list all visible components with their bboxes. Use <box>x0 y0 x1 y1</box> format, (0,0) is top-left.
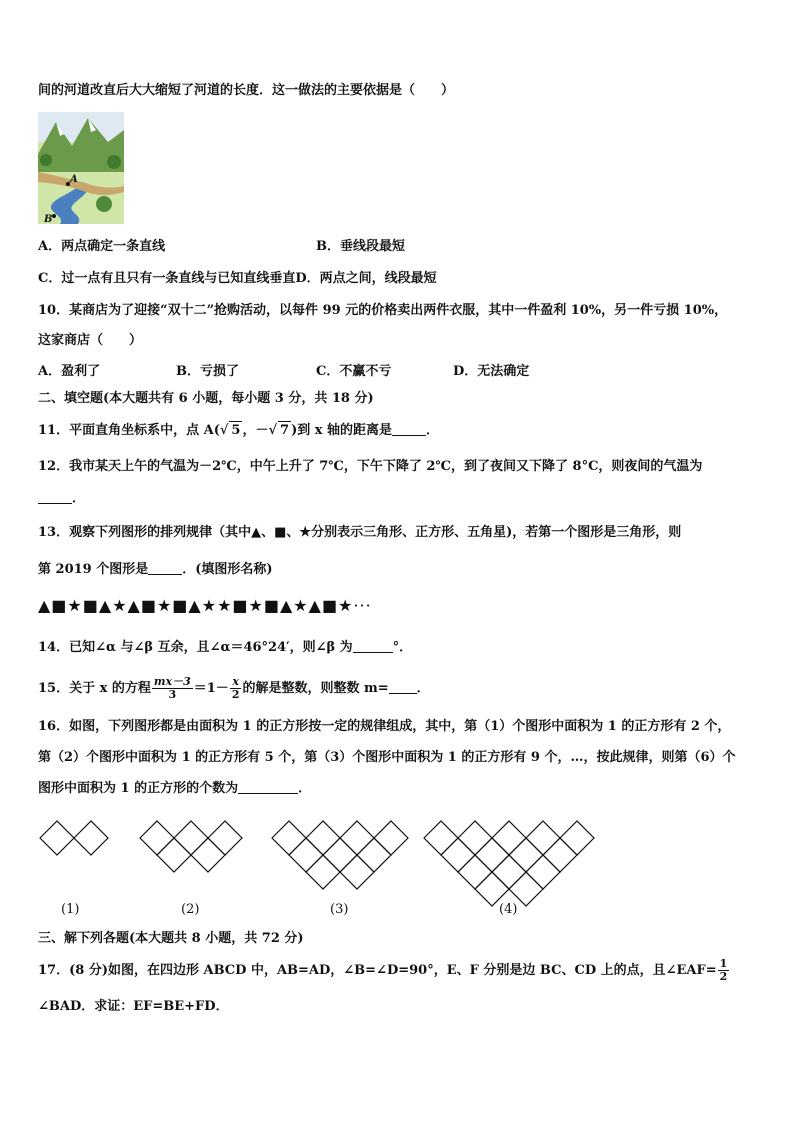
q10-line2: 这家商店（ ） <box>38 333 143 348</box>
q11-radicand-2: 7 <box>280 423 290 438</box>
shape-sequence: ▲■★■▲★▲■★■▲★★■★■▲★▲■★··· <box>38 596 372 615</box>
q14-end: °． <box>392 640 413 655</box>
q17-line1 <box>38 958 730 984</box>
q13-line2-text: 第 2019 个图形是 <box>38 562 149 577</box>
q13-line2 <box>38 561 273 579</box>
q16-line3-text: 图形中面积为 1 的正方形的个数为 <box>38 781 239 796</box>
q12-line1: 12．我市某天上午的气温为－2℃，中午上升了 7℃，下午下降了 2℃，到了夜间又下降了 8°C，则夜间的气温为 <box>38 459 703 474</box>
q16-line3 <box>38 780 311 798</box>
q11-pre: 11．平面直角坐标系中，点 A( <box>38 423 220 438</box>
square-pattern-figures <box>30 810 600 910</box>
point-a-label: A <box>70 174 78 185</box>
q10-option-a: A．盈利了 <box>38 364 101 379</box>
river-illustration <box>38 112 124 224</box>
q16-end: ． <box>298 781 312 796</box>
figure-1 <box>40 821 108 855</box>
fraction <box>152 676 193 701</box>
q11 <box>38 421 439 440</box>
q15-end: ． <box>416 681 430 696</box>
section-2-heading: 二、填空题(本大题共有 6 小题，每小题 3 分，共 18 分) <box>38 391 374 406</box>
q17-line1-text: 17．(8 分)如图，在四边形 ABCD 中，AB=AD，∠B=∠D=90°，E、F 分别是边 BC、CD 上的点，且∠EAF= <box>38 963 717 978</box>
q13-post: 分别表示三角形、正方形、五角星)，若第一个图形是三角形，则 <box>311 525 682 540</box>
q17-line2: ∠BAD．求证：EF=BE+FD． <box>38 999 229 1014</box>
q10-option-b: B．亏损了 <box>176 364 239 379</box>
fraction-denominator: 2 <box>719 970 728 983</box>
fraction-numerator: x <box>230 676 242 689</box>
q10-line1: 10．某商店为了迎接“双十二”抢购活动，以每件 99 元的价格卖出两件衣服，其中一件盈利 10%，另一件亏损 10%， <box>38 303 728 318</box>
sqrt-icon: √ <box>268 423 278 438</box>
q10-option-d: D．无法确定 <box>453 364 530 379</box>
q13-sep: 、 <box>286 525 300 540</box>
fraction-denominator: 3 <box>168 688 177 701</box>
square-icon: ■ <box>274 525 287 540</box>
q12-line2 <box>38 490 85 508</box>
q9-option-b: B．垂线段最短 <box>316 239 405 254</box>
q13-sep: 、 <box>261 525 275 540</box>
answer-blank <box>392 423 426 436</box>
q13-pre: 13．观察下列图形的排列规律（其中 <box>38 525 252 540</box>
fraction-numerator: mx－3 <box>153 675 191 688</box>
q9-stem: 间的河道改直后大大缩短了河道的长度．这一做法的主要依据是（ ） <box>38 83 455 98</box>
answer-blank <box>148 562 182 575</box>
fraction-denominator: 2 <box>231 688 240 701</box>
q16-line1: 16．如图，下列图形都是由面积为 1 的正方形按一定的规律组成，其中，第（1）个图形中面积为 1 的正方形有 2 个， <box>38 719 731 734</box>
answer-blank <box>389 681 417 694</box>
q11-end: ． <box>426 423 440 438</box>
answer-blank <box>353 640 393 653</box>
q15-post: 的解是整数，则整数 m= <box>242 681 389 696</box>
sqrt-icon: √ <box>219 423 229 438</box>
figure-caption-1: (1) <box>61 902 80 917</box>
q9-option-c: C．过一点有且只有一条直线与已知直线垂直 <box>38 271 296 286</box>
figure-caption-3: (3) <box>330 902 349 917</box>
section-3-heading: 三、解下列各题(本大题共 8 小题，共 72 分) <box>38 931 304 946</box>
q9-option-a: A．两点确定一条直线 <box>38 239 166 254</box>
q9-option-c-d <box>38 270 437 288</box>
q9-option-d: D．两点之间，线段最短 <box>295 271 437 286</box>
q11-post: )到 x 轴的距离是 <box>291 423 393 438</box>
q11-radicand-1: 5 <box>231 423 241 438</box>
q15-pre: 15．关于 x 的方程 <box>38 681 151 696</box>
q11-mid: ，－ <box>242 423 269 438</box>
q13-line1 <box>38 524 681 542</box>
q14-pre: 14．已知∠α 与∠β 互余，且∠α＝46°24′，则∠β 为 <box>38 640 353 655</box>
point-b-label: B <box>44 214 53 224</box>
figure-4 <box>424 821 594 906</box>
q14 <box>38 639 412 657</box>
fraction <box>230 676 242 701</box>
q15-eq: ＝1－ <box>193 681 229 696</box>
figure-caption-4: (4) <box>499 902 518 917</box>
q10-option-c: C．不赢不亏 <box>316 364 392 379</box>
fraction <box>718 958 730 983</box>
q13-line2-end: ．(填图形名称) <box>182 562 273 577</box>
star-icon: ★ <box>299 525 312 540</box>
fraction-numerator: 1 <box>719 957 728 970</box>
q12-end: ． <box>72 491 86 506</box>
triangle-icon: ▲ <box>251 525 262 540</box>
figure-3 <box>272 821 408 889</box>
answer-blank <box>238 781 298 794</box>
answer-blank <box>38 491 72 504</box>
q16-line2: 第（2）个图形中面积为 1 的正方形有 5 个，第（3）个图形中面积为 1 的正方形有 9 个，…，按此规律，则第（6）个 <box>38 750 736 765</box>
figure-caption-2: (2) <box>181 902 200 917</box>
figure-2 <box>140 821 242 872</box>
q15 <box>38 676 430 702</box>
